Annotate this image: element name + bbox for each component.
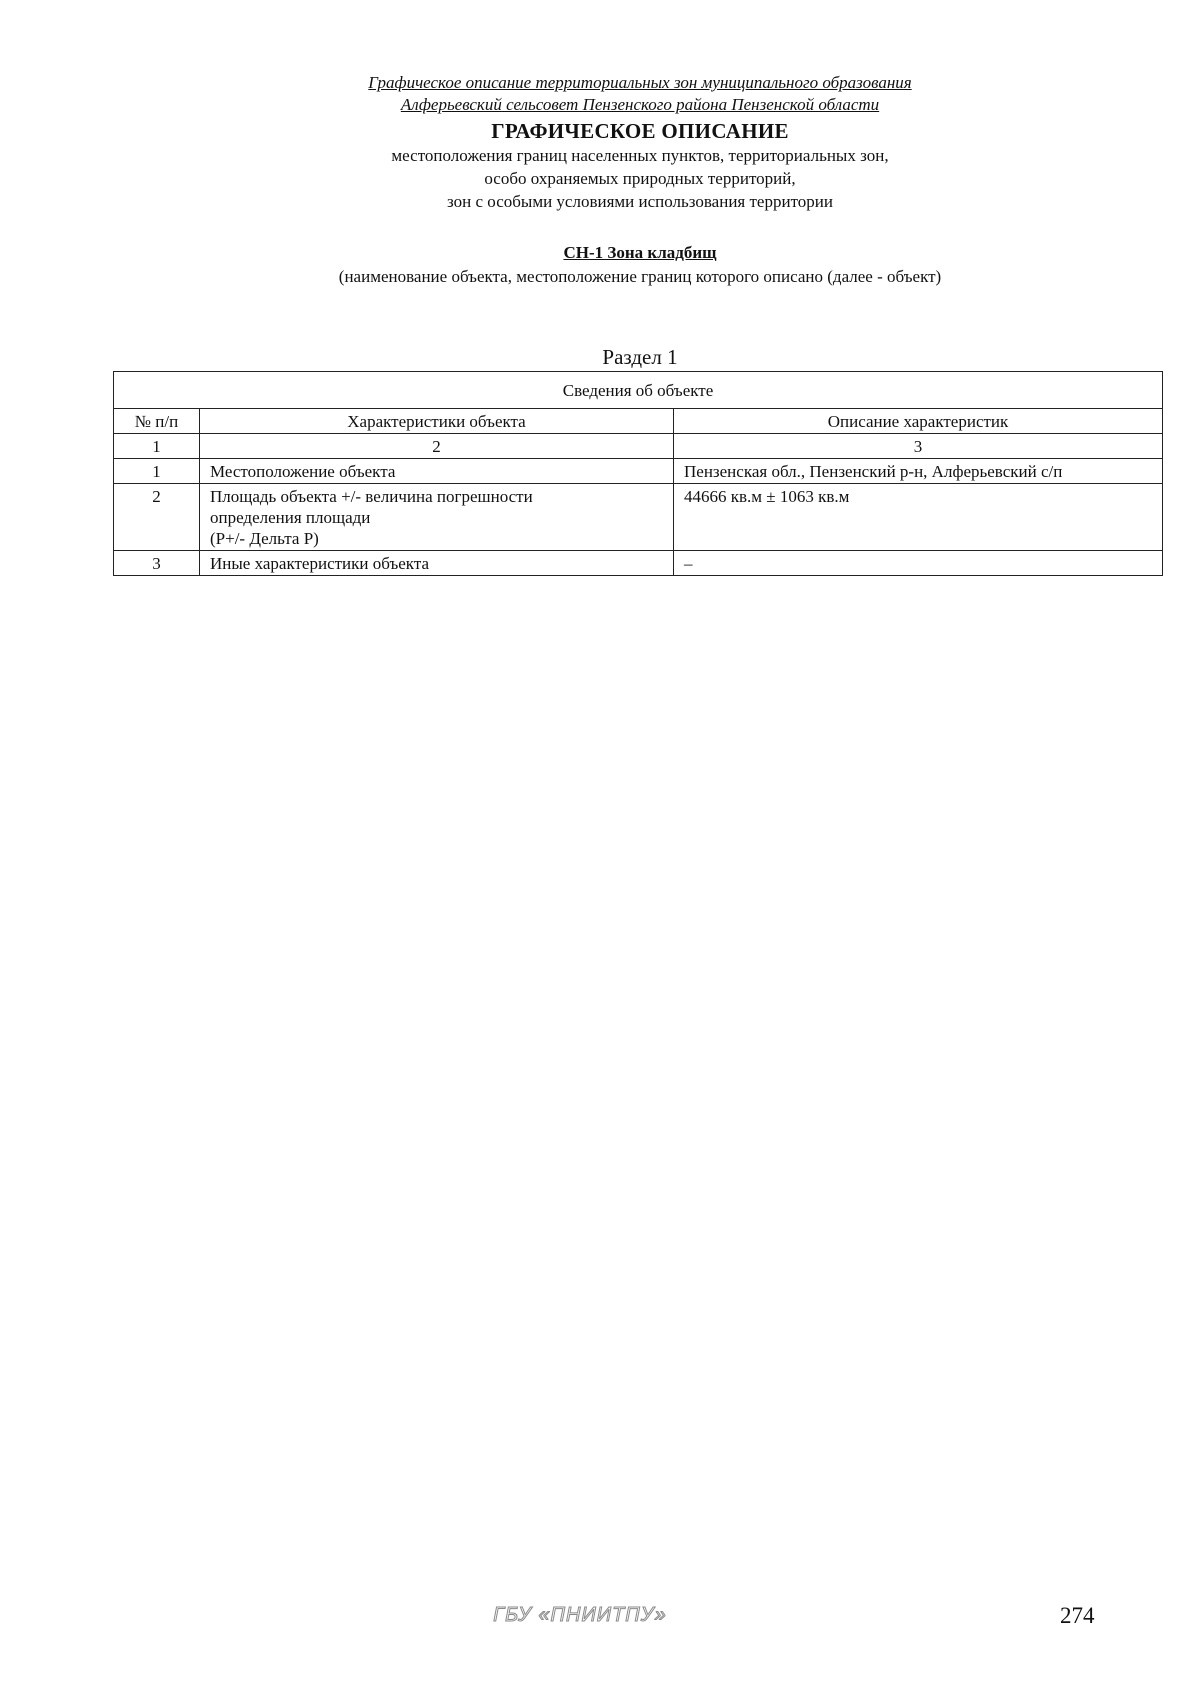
row-description: – bbox=[674, 551, 1163, 576]
object-name: СН-1 Зона кладбищ bbox=[563, 243, 717, 262]
header-line-1: Графическое описание территориальных зон муниципального образования bbox=[368, 73, 912, 92]
header-description: Описание характеристик bbox=[674, 409, 1163, 434]
document-header bbox=[0, 72, 1200, 213]
document-title: ГРАФИЧЕСКОЕ ОПИСАНИЕ bbox=[491, 119, 789, 143]
characteristic-line: определения площади bbox=[210, 508, 371, 527]
subtitle-line-3: зон с особыми условиями использования территории bbox=[447, 192, 833, 211]
header-number: № п/п bbox=[114, 409, 200, 434]
numbering-cell: 1 bbox=[114, 434, 200, 459]
row-number: 1 bbox=[114, 459, 200, 484]
table-row bbox=[114, 551, 1163, 576]
characteristic-line: Площадь объекта +/- величина погрешности bbox=[210, 487, 533, 506]
table-numbering-row bbox=[114, 434, 1163, 459]
subtitle-line-1: местоположения границ населенных пунктов, территориальных зон, bbox=[391, 146, 889, 165]
numbering-cell: 2 bbox=[200, 434, 674, 459]
numbering-cell: 3 bbox=[674, 434, 1163, 459]
row-description: Пензенская обл., Пензенский р-н, Алферьевский с/п bbox=[674, 459, 1163, 484]
table-caption: Сведения об объекте bbox=[114, 372, 1163, 409]
table-row bbox=[114, 459, 1163, 484]
object-info-table bbox=[113, 371, 1163, 576]
row-characteristic bbox=[200, 459, 674, 484]
characteristic-line: Иные характеристики объекта bbox=[210, 554, 430, 573]
table-header-row bbox=[114, 409, 1163, 434]
row-number: 3 bbox=[114, 551, 200, 576]
subtitle-line-2: особо охраняемых природных территорий, bbox=[484, 169, 796, 188]
characteristic-line: (Р+/- Дельта Р) bbox=[210, 529, 319, 548]
header-line-2: Алферьевский сельсовет Пензенского района Пензенской области bbox=[400, 95, 880, 114]
header-characteristic: Характеристики объекта bbox=[200, 409, 674, 434]
characteristic-line: Местоположение объекта bbox=[210, 462, 396, 481]
row-characteristic bbox=[200, 551, 674, 576]
page-number: 274 bbox=[1060, 1603, 1095, 1628]
table-caption-row bbox=[114, 372, 1163, 409]
object-caption: (наименование объекта, местоположение границ которого описано (далее - объект) bbox=[338, 267, 942, 286]
table-row bbox=[114, 484, 1163, 551]
row-characteristic bbox=[200, 484, 674, 551]
section-title: Раздел 1 bbox=[602, 345, 678, 369]
object-block bbox=[0, 242, 1200, 288]
row-number: 2 bbox=[114, 484, 200, 551]
footer-organization: ГБУ «ПНИИТПУ» bbox=[493, 1604, 667, 1626]
row-description: 44666 кв.м ± 1063 кв.м bbox=[674, 484, 1163, 551]
